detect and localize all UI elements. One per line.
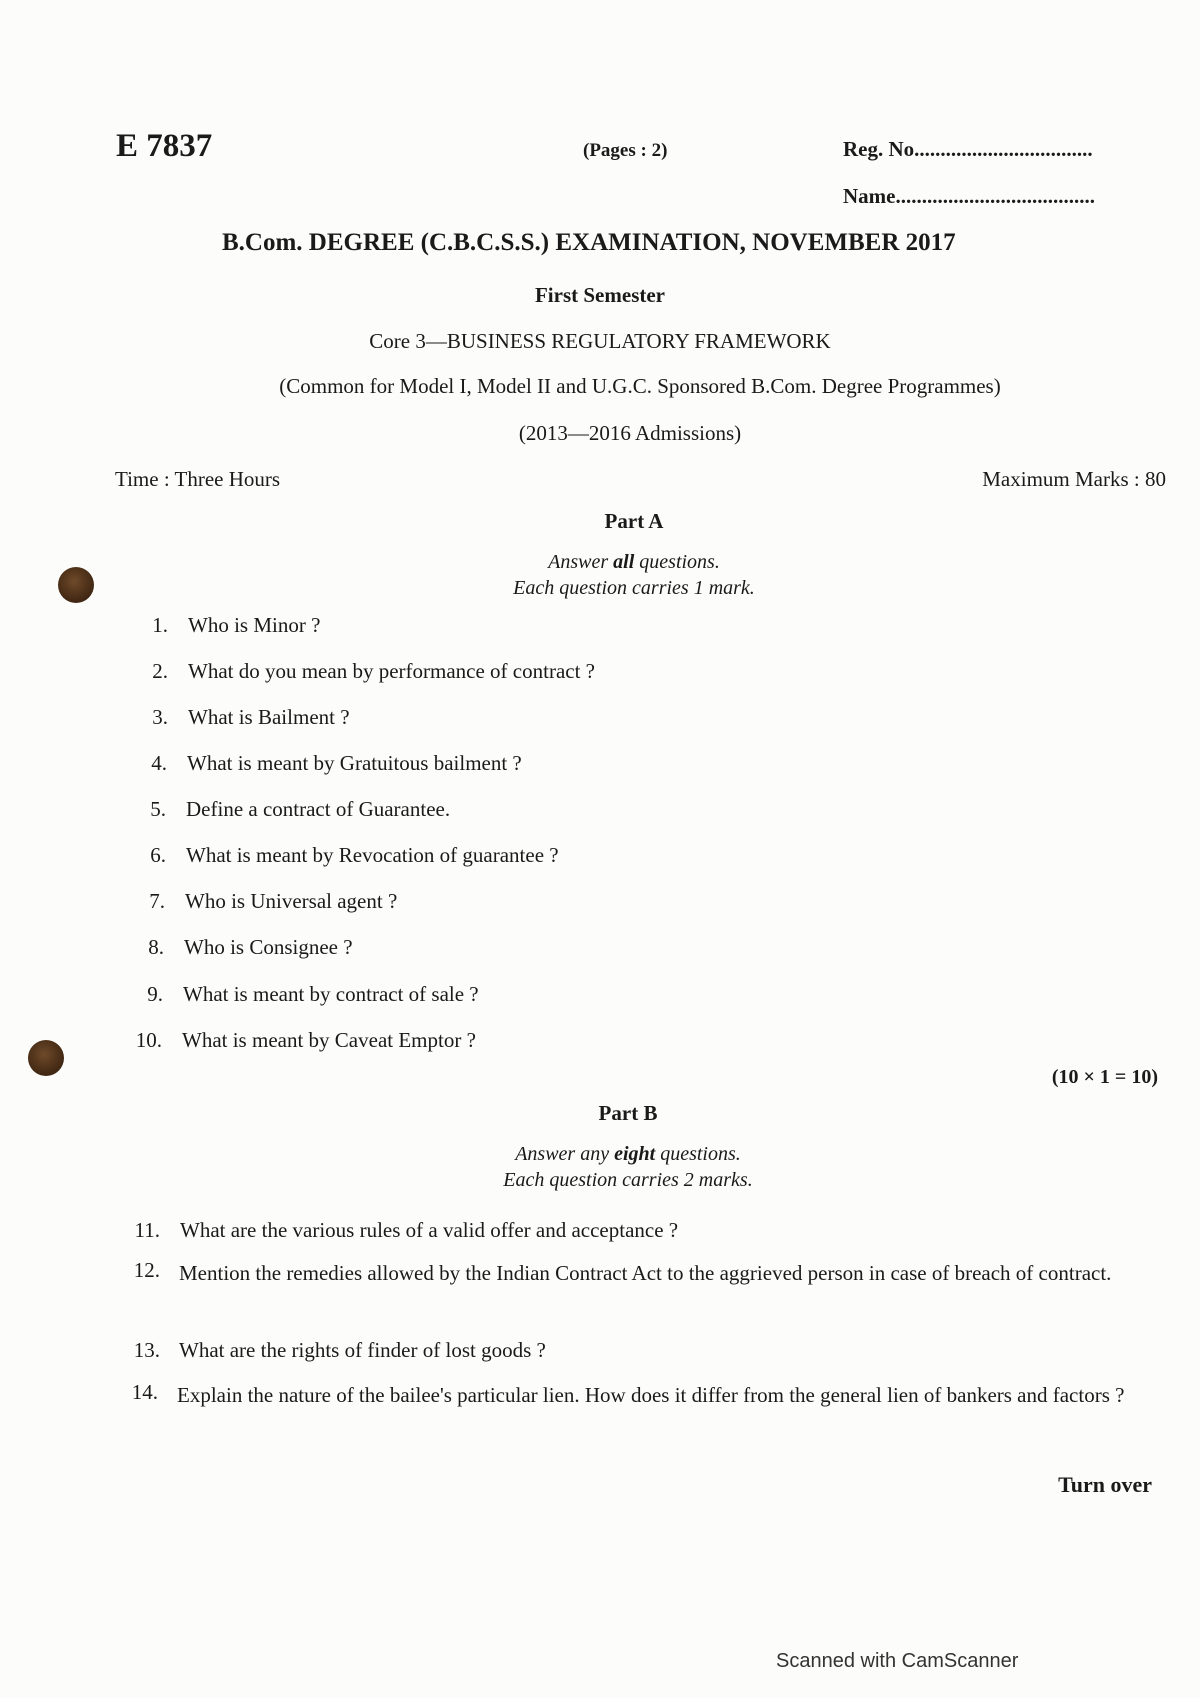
turn-over-note: Turn over [1058,1472,1152,1497]
semester: First Semester [534,283,666,307]
maximum-marks: Maximum Marks : 80 [982,467,1166,491]
exam-page: E 7837 (Pages : 2) Reg. No.................................. Name...................................... B.Com. DEGREE (C.B.C.S.S.) EXAMINATION, NOVEMBER 2017 First Semester Core 3—BUSINESS REGULATORY FRAMEWORK (Common for Model I, Model II and U.G.C. Sponsored B.Com. Degree Programmes) (2013—2016 Admissions) Time : Three Hours Maximum Marks : 80 Part A Answer all questions. Each question carries 1 mark. 1. Who is Minor ? 2. What do you mean by performance of contract ? 3. What is Bailment ? 4. What is meant by Gratuitous bailment ? 5. Define a contract of Guarantee. 6. What is meant by Revocation of guarantee ? 7. Who is Universal agent ? 8. Who is Consignee ? 9. What is meant by contract of sale ? 10. What is meant by Caveat Emptor ? (10 × 1 = 10) Part B Answer any eight questions. Each question carries 2 marks. 11. What are the various rules of a valid offer and acceptance ? 12. Mention the remedies allowed by the Indian Contract Act to the aggrieved person in case of breach of contract. 13. What are the rights of finder of lost goods ? 14. Explain the nature of the bailee's particular lien. How does it differ from the general lien of bankers and factors ? Turn over Scanned with CamScanner [0,0,1200,1698]
part-a-instruction: Answer all questions. [548,551,720,573]
paper-code: E 7837 [116,128,213,164]
punch-hole [28,1040,64,1076]
part-a-total-marks: (10 × 1 = 10) [1051,1066,1158,1088]
exam-title: B.Com. DEGREE (C.B.C.S.S.) EXAMINATION, NOVEMBER 2017 [222,229,956,256]
page-count: (Pages : 2) [583,140,668,161]
name-field: Name...................................... [843,184,1095,208]
scanner-watermark: Scanned with CamScanner [776,1650,1019,1672]
common-for: (Common for Model I, Model II and U.G.C. Sponsored B.Com. Degree Programmes) [279,374,1001,398]
part-a-title: Part A [604,509,664,533]
part-b-marks-instruction: Each question carries 2 marks. [503,1169,753,1191]
reg-no-field: Reg. No.................................. [843,137,1093,161]
part-b-instruction: Answer any eight questions. [515,1143,741,1165]
part-a-marks-instruction: Each question carries 1 mark. [513,577,755,599]
course-title: Core 3—BUSINESS REGULATORY FRAMEWORK [369,329,831,353]
time-allowed: Time : Three Hours [115,467,281,491]
admissions: (2013—2016 Admissions) [518,421,742,445]
part-b-title: Part B [598,1101,658,1125]
